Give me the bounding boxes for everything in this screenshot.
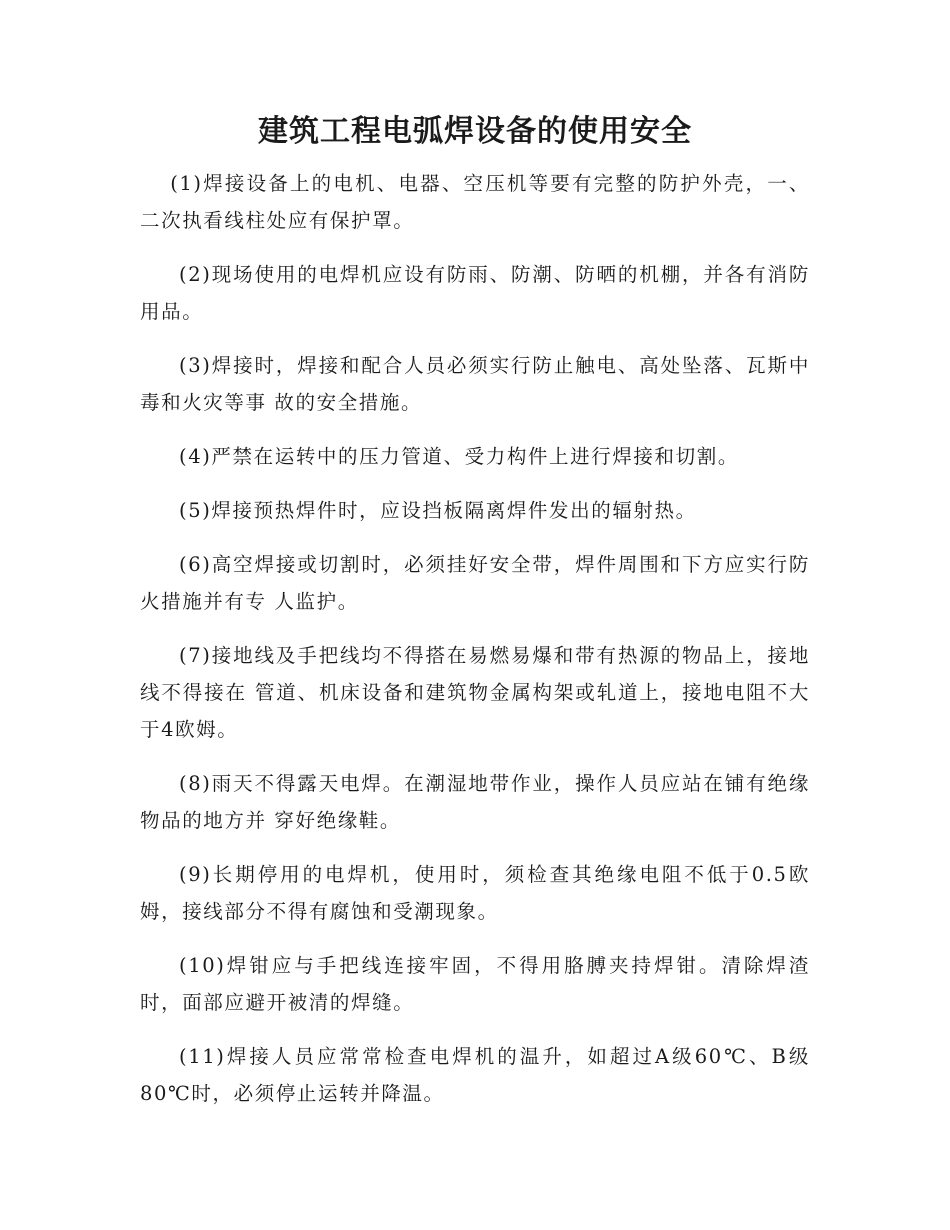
- paragraph-5: (5)焊接预热焊件时，应设挡板隔离焊件发出的辐射热。: [179, 499, 697, 522]
- paragraph-8: (8)雨天不得露天电焊。在潮湿地带作业，操作人员应站在铺有绝缘物品的地方并 穿好绝缘鞋。: [140, 772, 810, 832]
- paragraph-6: (6)高空焊接或切割时，必须挂好安全带，焊件周围和下方应实行防火措施并有专 人监护。: [140, 553, 810, 613]
- paragraph-3: (3)焊接时，焊接和配合人员必须实行防止触电、高处坠落、瓦斯中毒和火灾等事 故的安全措施。: [140, 354, 810, 414]
- paragraph-7: (7)接地线及手把线均不得搭在易燃易爆和带有热源的物品上，接地线不得接在 管道、机床设备和建筑物金属构架或轧道上，接地电阻不大于4欧姆。: [140, 644, 810, 741]
- paragraph-1: (1)焊接设备上的电机、电器、空压机等要有完整的防护外壳，一、二次执看线柱处应有保护罩。: [140, 172, 810, 232]
- paragraph-2: (2)现场使用的电焊机应设有防雨、防潮、防晒的机棚，并各有消防用品。: [140, 263, 810, 323]
- paragraph-4: (4)严禁在运转中的压力管道、受力构件上进行焊接和切割。: [179, 445, 739, 468]
- paragraph-10: (10)焊钳应与手把线连接牢固，不得用胳膊夹持焊钳。清除焊渣时，面部应避开被清的焊缝。: [140, 954, 810, 1014]
- document-title: 建筑工程电弧焊设备的使用安全: [258, 114, 692, 149]
- paragraph-11: (11)焊接人员应常常检查电焊机的温升，如超过A级60℃、B级80℃时，必须停止运转并降温。: [140, 1045, 810, 1105]
- paragraph-9: (9)长期停用的电焊机，使用时，须检查其绝缘电阻不低于0.5欧姆，接线部分不得有腐蚀和受潮现象。: [140, 863, 810, 923]
- document-body: [140, 165, 810, 1112]
